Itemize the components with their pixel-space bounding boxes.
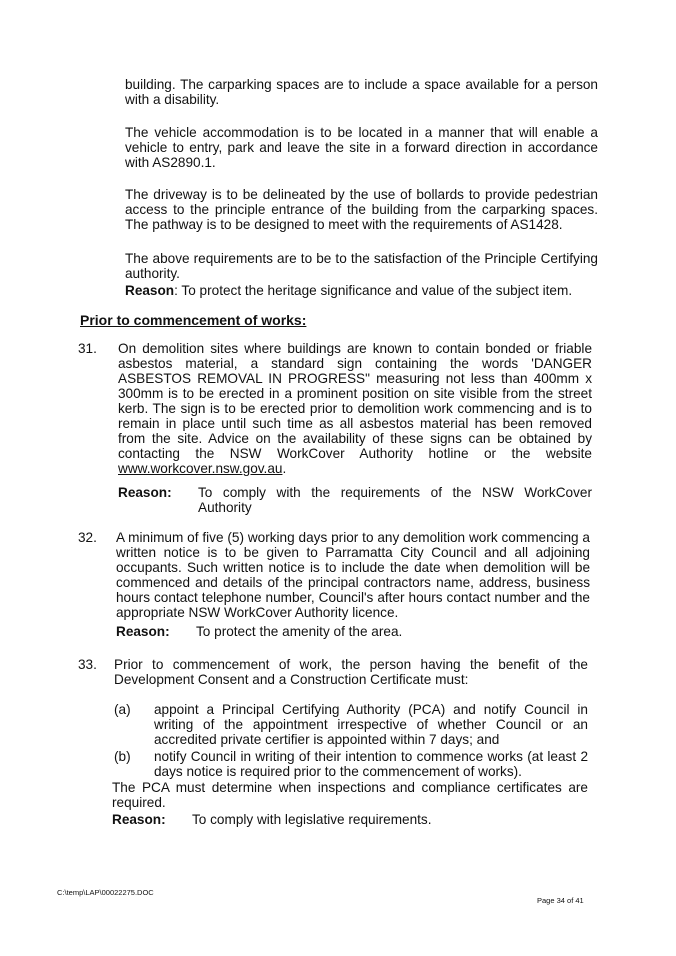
top-reason-text: : To protect the heritage significance and value of the subject item. [174, 283, 573, 298]
condition-33-body: Prior to commencement of work, the person having the benefit of the Development Consent and a Construction Certificate must: [114, 657, 588, 687]
workcover-website-link[interactable]: www.workcover.nsw.gov.au [118, 461, 283, 476]
condition-32-reason [116, 624, 590, 639]
condition-32-reason-text: To protect the amenity of the area. [196, 624, 403, 639]
condition-31-text: On demolition sites where buildings are known to contain bonded or friable asbestos material, a standard sign containing the words 'DANGER ASBESTOS REMOVAL IN PROGRESS" measuring not less than 400mm x 300mm is to be erected in a prominent position on site visible from the street kerb. The sign is to be erected prior to demolition work commencing and is to remain in place until such time as all asbestos material has been removed from the site. Advice on the availability of these signs can be obtained by contacting the NSW WorkCover Authority hotline or the website [118, 341, 592, 461]
condition-33-item-b: notify Council in writing of their intention to commence works (at least 2 days notice is required prior to the commencement of works). [154, 749, 588, 779]
footer-page-number: Page 34 of 41 [537, 896, 584, 905]
condition-33-reason-label: Reason: [112, 812, 166, 827]
top-reason-label: Reason [125, 283, 175, 298]
paragraph-driveway: The driveway is to be delineated by the use of bollards to provide pedestrian access to the principle entrance of the building from the carparking spaces. The pathway is to be designed to meet with the requirements of AS1428. [125, 187, 598, 232]
paragraph-carparking: building. The carparking spaces are to include a space available for a person with a disability. [125, 77, 598, 107]
condition-32-reason-label: Reason: [116, 624, 170, 639]
condition-33-after: The PCA must determine when inspections and compliance certificates are required. [112, 780, 588, 810]
condition-31-reason [118, 485, 592, 515]
footer-file-path: C:\temp\LAP\00022275.DOC [57, 888, 154, 897]
condition-33-item-a-marker: (a) [114, 702, 131, 717]
condition-31-link-suffix: . [282, 461, 287, 476]
paragraph-requirements: The above requirements are to be to the satisfaction of the Principle Certifying authority. [125, 251, 598, 281]
condition-32-body: A minimum of five (5) working days prior to any demolition work commencing a written notice is to be given to Parramatta City Council and all adjoining occupants. Such written notice is to include the date when demolition will be commenced and details of the principal contractors name, address, business hours contact telephone number, Council's after hours contact number and the appropriate NSW WorkCover Authority licence. [116, 530, 590, 620]
condition-33-item-a: appoint a Principal Certifying Authority (PCA) and notify Council in writing of the appointment irrespective of whether Council or an accredited private certifier is appointed within 7 days; and [154, 702, 588, 747]
condition-31-number: 31. [78, 341, 97, 356]
condition-31-reason-text: To comply with the requirements of the NSW WorkCover Authority [198, 485, 592, 515]
condition-33-number: 33. [78, 657, 97, 672]
section-heading: Prior to commencement of works: [80, 312, 307, 328]
top-reason [125, 283, 598, 298]
condition-33-reason [112, 812, 588, 827]
condition-33-reason-text: To comply with legislative requirements. [192, 812, 432, 827]
condition-31-reason-label: Reason: [118, 485, 172, 500]
paragraph-vehicle-accommodation: The vehicle accommodation is to be located in a manner that will enable a vehicle to entry, park and leave the site in a forward direction in accordance with AS2890.1. [125, 125, 598, 170]
condition-33-item-b-marker: (b) [114, 749, 131, 764]
condition-32-number: 32. [78, 530, 97, 545]
condition-31-body [118, 341, 592, 476]
